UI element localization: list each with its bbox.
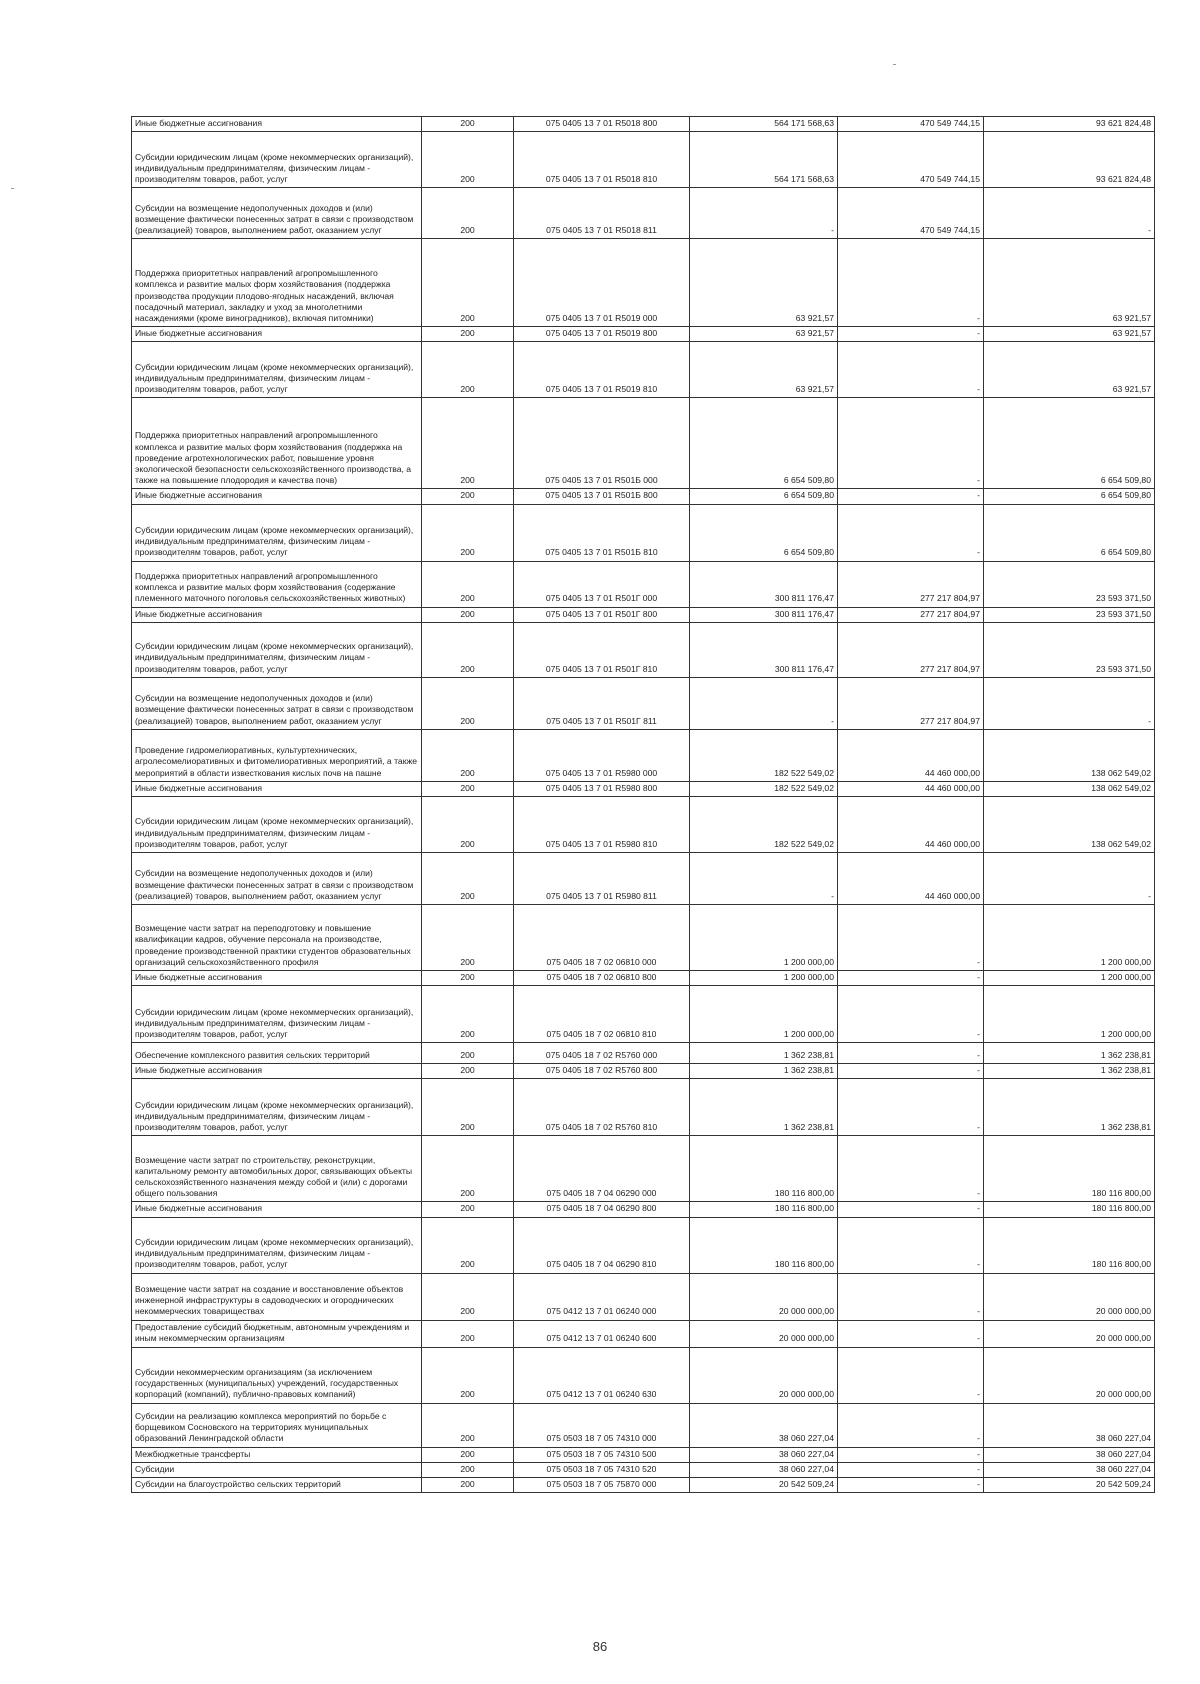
row-unexecuted-cell: 23 593 371,50 [984,607,1155,622]
row-code-cell: 200 [422,489,514,504]
row-executed-cell: 470 549 744,15 [838,117,984,132]
row-code-cell: 200 [422,398,514,489]
row-code-cell: 200 [422,1447,514,1462]
row-name-cell: Субсидии на возмещение недополученных доходов и (или) возмещение фактически понесенных затрат в связи с производством (реализацией) товаров, выполнением работ, оказанием услуг [132,677,422,729]
row-code-cell: 200 [422,504,514,561]
row-unexecuted-cell: 23 593 371,50 [984,622,1155,677]
row-approved-cell: 182 522 549,02 [690,781,838,796]
row-approved-cell: 300 811 176,47 [690,561,838,607]
row-name-cell: Возмещение части затрат на переподготовку и повышение квалификации кадров, обучение персонала на производстве, проведение производственной практики студентов образовательных организаций сельскохозяйственного профиля [132,905,422,971]
row-code-cell: 200 [422,1478,514,1493]
row-executed-cell: - [838,1478,984,1493]
row-csr-cell: 075 0405 13 7 01 R501Б 810 [514,504,690,561]
table-row [132,622,1155,677]
row-approved-cell: 180 116 800,00 [690,1217,838,1273]
row-name-cell: Субсидии юридическим лицам (кроме некоммерческих организаций), индивидуальным предпринимателям, физическим лицам - производителям товаров, работ, услуг [132,1217,422,1273]
table-row [132,1403,1155,1447]
row-executed-cell: - [838,1320,984,1347]
row-unexecuted-cell: 93 621 824,48 [984,117,1155,132]
row-unexecuted-cell: 38 060 227,04 [984,1462,1155,1477]
row-csr-cell: 075 0405 18 7 02 R5760 000 [514,1043,690,1064]
row-unexecuted-cell: 1 200 000,00 [984,986,1155,1043]
table-row [132,489,1155,504]
row-approved-cell: 63 921,57 [690,327,838,342]
row-executed-cell: - [838,1462,984,1477]
table-row [132,342,1155,398]
row-approved-cell: 1 200 000,00 [690,971,838,986]
row-approved-cell: 38 060 227,04 [690,1447,838,1462]
table-row [132,1079,1155,1136]
row-executed-cell: 277 217 804,97 [838,622,984,677]
row-approved-cell: - [690,853,838,905]
row-approved-cell: 6 654 509,80 [690,489,838,504]
row-approved-cell: - [690,188,838,239]
row-executed-cell: - [838,1347,984,1403]
row-name-cell: Субсидии юридическим лицам (кроме некоммерческих организаций), индивидуальным предпринимателям, физическим лицам - производителям товаров, работ, услуг [132,504,422,561]
table-row [132,239,1155,327]
row-unexecuted-cell: - [984,853,1155,905]
table-row [132,607,1155,622]
row-csr-cell: 075 0405 18 7 02 R5760 800 [514,1064,690,1079]
row-approved-cell: 38 060 227,04 [690,1403,838,1447]
row-name-cell: Субсидии на возмещение недополученных доходов и (или) возмещение фактически понесенных затрат в связи с производством (реализацией) товаров, выполнением работ, оказанием услуг [132,853,422,905]
row-unexecuted-cell: 63 921,57 [984,239,1155,327]
row-csr-cell: 075 0405 13 7 01 R501Г 810 [514,622,690,677]
row-approved-cell: 1 200 000,00 [690,905,838,971]
table-row [132,132,1155,188]
row-code-cell: 200 [422,781,514,796]
table-row [132,1478,1155,1493]
budget-table-body [132,117,1155,1493]
row-code-cell: 200 [422,729,514,781]
row-code-cell: 200 [422,1202,514,1217]
row-name-cell: Иные бюджетные ассигнования [132,781,422,796]
row-csr-cell: 075 0405 18 7 02 06810 800 [514,971,690,986]
row-name-cell: Поддержка приоритетных направлений агропромышленного комплекса и развитие малых форм хозяйствования (содержание племенного маточного поголовья сельскохозяйственных животных) [132,561,422,607]
scan-artifact [11,188,14,189]
row-csr-cell: 075 0405 13 7 01 R5019 000 [514,239,690,327]
table-row [132,729,1155,781]
row-name-cell: Возмещение части затрат на создание и восстановление объектов инженерной инфраструктуры в садоводческих и огороднических некоммерческих товариществах [132,1273,422,1320]
row-code-cell: 200 [422,1043,514,1064]
row-unexecuted-cell: 180 116 800,00 [984,1217,1155,1273]
row-name-cell: Иные бюджетные ассигнования [132,607,422,622]
table-row [132,1043,1155,1064]
table-row [132,971,1155,986]
row-name-cell: Обеспечение комплексного развития сельских территорий [132,1043,422,1064]
row-name-cell: Иные бюджетные ассигнования [132,489,422,504]
row-csr-cell: 075 0405 18 7 04 06290 800 [514,1202,690,1217]
row-executed-cell: 44 460 000,00 [838,797,984,853]
row-approved-cell: 38 060 227,04 [690,1462,838,1477]
row-csr-cell: 075 0405 13 7 01 R5018 811 [514,188,690,239]
row-name-cell: Иные бюджетные ассигнования [132,971,422,986]
row-name-cell: Субсидии на возмещение недополученных доходов и (или) возмещение фактически понесенных затрат в связи с производством (реализацией) товаров, выполнением работ, оказанием услуг [132,188,422,239]
row-csr-cell: 075 0405 13 7 01 R5018 800 [514,117,690,132]
table-row [132,1202,1155,1217]
row-unexecuted-cell: 20 000 000,00 [984,1273,1155,1320]
table-row [132,1462,1155,1477]
table-row [132,327,1155,342]
row-unexecuted-cell: 1 200 000,00 [984,971,1155,986]
row-csr-cell: 075 0503 18 7 05 75870 000 [514,1478,690,1493]
row-code-cell: 200 [422,327,514,342]
row-name-cell: Проведение гидромелиоративных, культуртехнических, агролесомелиоративных и фитомелиоративных мероприятий, а также мероприятий в области известкования кислых почв на пашне [132,729,422,781]
table-row [132,781,1155,796]
row-csr-cell: 075 0405 18 7 02 06810 810 [514,986,690,1043]
row-name-cell: Предоставление субсидий бюджетным, автономным учреждениям и иным некоммерческим организациям [132,1320,422,1347]
row-approved-cell: 20 000 000,00 [690,1347,838,1403]
row-approved-cell: 20 000 000,00 [690,1273,838,1320]
row-code-cell: 200 [422,905,514,971]
row-approved-cell: 300 811 176,47 [690,607,838,622]
row-executed-cell: - [838,986,984,1043]
row-csr-cell: 075 0405 13 7 01 R5980 800 [514,781,690,796]
row-unexecuted-cell: 1 362 238,81 [984,1079,1155,1136]
row-approved-cell: 1 362 238,81 [690,1079,838,1136]
row-executed-cell: - [838,1403,984,1447]
row-executed-cell: - [838,1064,984,1079]
row-csr-cell: 075 0405 13 7 01 R501Г 811 [514,677,690,729]
row-unexecuted-cell: 38 060 227,04 [984,1403,1155,1447]
row-csr-cell: 075 0412 13 7 01 06240 630 [514,1347,690,1403]
row-unexecuted-cell: 38 060 227,04 [984,1447,1155,1462]
row-code-cell: 200 [422,1136,514,1202]
row-unexecuted-cell: - [984,677,1155,729]
row-approved-cell: 180 116 800,00 [690,1136,838,1202]
row-code-cell: 200 [422,239,514,327]
row-csr-cell: 075 0405 13 7 01 R501Б 800 [514,489,690,504]
row-csr-cell: 075 0503 18 7 05 74310 520 [514,1462,690,1477]
row-unexecuted-cell: 6 654 509,80 [984,504,1155,561]
row-unexecuted-cell: - [984,188,1155,239]
row-executed-cell: 44 460 000,00 [838,781,984,796]
row-unexecuted-cell: 138 062 549,02 [984,729,1155,781]
row-name-cell: Иные бюджетные ассигнования [132,327,422,342]
row-approved-cell: 6 654 509,80 [690,398,838,489]
row-code-cell: 200 [422,971,514,986]
row-executed-cell: - [838,239,984,327]
row-unexecuted-cell: 93 621 824,48 [984,132,1155,188]
row-unexecuted-cell: 6 654 509,80 [984,398,1155,489]
row-unexecuted-cell: 20 000 000,00 [984,1320,1155,1347]
row-csr-cell: 075 0405 13 7 01 R5980 811 [514,853,690,905]
table-row [132,986,1155,1043]
row-executed-cell: - [838,1217,984,1273]
row-executed-cell: - [838,1043,984,1064]
row-approved-cell: 182 522 549,02 [690,797,838,853]
row-code-cell: 200 [422,607,514,622]
row-executed-cell: - [838,504,984,561]
row-approved-cell: 20 542 509,24 [690,1478,838,1493]
row-csr-cell: 075 0405 13 7 01 R5019 810 [514,342,690,398]
row-approved-cell: 300 811 176,47 [690,622,838,677]
row-unexecuted-cell: 20 542 509,24 [984,1478,1155,1493]
row-executed-cell: - [838,905,984,971]
row-code-cell: 200 [422,1079,514,1136]
table-row [132,398,1155,489]
row-approved-cell: 20 000 000,00 [690,1320,838,1347]
row-code-cell: 200 [422,1217,514,1273]
row-executed-cell: 44 460 000,00 [838,853,984,905]
row-csr-cell: 075 0412 13 7 01 06240 000 [514,1273,690,1320]
row-unexecuted-cell: 138 062 549,02 [984,797,1155,853]
table-row [132,504,1155,561]
row-csr-cell: 075 0405 13 7 01 R501Г 000 [514,561,690,607]
page-number: 86 [592,1639,608,1654]
row-code-cell: 200 [422,853,514,905]
row-csr-cell: 075 0405 18 7 04 06290 000 [514,1136,690,1202]
row-executed-cell: 44 460 000,00 [838,729,984,781]
row-code-cell: 200 [422,986,514,1043]
row-name-cell: Субсидии на благоустройство сельских территорий [132,1478,422,1493]
row-approved-cell: 63 921,57 [690,239,838,327]
row-unexecuted-cell: 1 362 238,81 [984,1064,1155,1079]
row-unexecuted-cell: 63 921,57 [984,327,1155,342]
row-unexecuted-cell: 23 593 371,50 [984,561,1155,607]
row-name-cell: Иные бюджетные ассигнования [132,117,422,132]
table-row [132,1320,1155,1347]
row-name-cell: Субсидии на реализацию комплекса мероприятий по борьбе с борщевиком Сосновского на территориях муниципальных образований Ленинградской области [132,1403,422,1447]
row-csr-cell: 075 0405 13 7 01 R5018 810 [514,132,690,188]
row-executed-cell: - [838,398,984,489]
row-unexecuted-cell: 1 200 000,00 [984,905,1155,971]
row-code-cell: 200 [422,622,514,677]
table-row [132,1064,1155,1079]
row-code-cell: 200 [422,677,514,729]
row-name-cell: Субсидии юридическим лицам (кроме некоммерческих организаций), индивидуальным предпринимателям, физическим лицам - производителям товаров, работ, услуг [132,986,422,1043]
table-row [132,1273,1155,1320]
row-approved-cell: 564 171 568,63 [690,132,838,188]
table-row [132,117,1155,132]
row-executed-cell: 277 217 804,97 [838,677,984,729]
row-executed-cell: 470 549 744,15 [838,188,984,239]
row-code-cell: 200 [422,1347,514,1403]
row-name-cell: Возмещение части затрат по строительству, реконструкции, капитальному ремонту автомобильных дорог, связывающих объекты сельскохозяйственного назначения между собой и (или) с дорогами общего пользования [132,1136,422,1202]
row-code-cell: 200 [422,132,514,188]
row-unexecuted-cell: 6 654 509,80 [984,489,1155,504]
row-approved-cell: 1 362 238,81 [690,1064,838,1079]
row-approved-cell: 564 171 568,63 [690,117,838,132]
row-name-cell: Субсидии юридическим лицам (кроме некоммерческих организаций), индивидуальным предпринимателям, физическим лицам - производителям товаров, работ, услуг [132,132,422,188]
row-csr-cell: 075 0405 13 7 01 R5980 810 [514,797,690,853]
budget-table [131,116,1155,1493]
row-name-cell: Субсидии юридическим лицам (кроме некоммерческих организаций), индивидуальным предпринимателям, физическим лицам - производителям товаров, работ, услуг [132,342,422,398]
row-executed-cell: - [838,327,984,342]
table-row [132,677,1155,729]
table-row [132,1217,1155,1273]
row-code-cell: 200 [422,1403,514,1447]
row-csr-cell: 075 0405 13 7 01 R501Б 000 [514,398,690,489]
row-code-cell: 200 [422,188,514,239]
row-approved-cell: 1 200 000,00 [690,986,838,1043]
table-row [132,1136,1155,1202]
row-csr-cell: 075 0412 13 7 01 06240 600 [514,1320,690,1347]
row-name-cell: Субсидии юридическим лицам (кроме некоммерческих организаций), индивидуальным предпринимателям, физическим лицам - производителям товаров, работ, услуг [132,797,422,853]
row-csr-cell: 075 0405 13 7 01 R5019 800 [514,327,690,342]
row-code-cell: 200 [422,1064,514,1079]
row-name-cell: Субсидии [132,1462,422,1477]
row-csr-cell: 075 0405 13 7 01 R5980 000 [514,729,690,781]
table-row [132,905,1155,971]
row-name-cell: Субсидии юридическим лицам (кроме некоммерческих организаций), индивидуальным предпринимателям, физическим лицам - производителям товаров, работ, услуг [132,622,422,677]
row-name-cell: Межбюджетные трансферты [132,1447,422,1462]
row-unexecuted-cell: 1 362 238,81 [984,1043,1155,1064]
row-unexecuted-cell: 180 116 800,00 [984,1136,1155,1202]
row-approved-cell: 6 654 509,80 [690,504,838,561]
row-executed-cell: - [838,1079,984,1136]
row-approved-cell: 63 921,57 [690,342,838,398]
row-executed-cell: - [838,971,984,986]
row-code-cell: 200 [422,1320,514,1347]
table-row [132,188,1155,239]
table-row [132,561,1155,607]
row-name-cell: Поддержка приоритетных направлений агропромышленного комплекса и развитие малых форм хозяйствования (поддержка на проведение агротехнологических работ, повышение уровня экологической безопасности сельскохозяйственного производства, а также на повышение плодородия и качества почв) [132,398,422,489]
row-csr-cell: 075 0503 18 7 05 74310 500 [514,1447,690,1462]
row-name-cell: Поддержка приоритетных направлений агропромышленного комплекса и развитие малых форм хозяйствования (поддержка производства продукции плодово-ягодных насаждений, включая посадочный материал, закладку и уход за многолетними насаждениями (кроме виноградников), включая питомники) [132,239,422,327]
row-executed-cell: - [838,1136,984,1202]
row-approved-cell: 1 362 238,81 [690,1043,838,1064]
scan-artifact [893,64,896,65]
row-unexecuted-cell: 180 116 800,00 [984,1202,1155,1217]
row-executed-cell: - [838,342,984,398]
row-code-cell: 200 [422,1462,514,1477]
table-row [132,853,1155,905]
row-executed-cell: - [838,1447,984,1462]
row-csr-cell: 075 0503 18 7 05 74310 000 [514,1403,690,1447]
table-row [132,1447,1155,1462]
row-executed-cell: 470 549 744,15 [838,132,984,188]
row-unexecuted-cell: 20 000 000,00 [984,1347,1155,1403]
row-csr-cell: 075 0405 18 7 02 06810 000 [514,905,690,971]
row-executed-cell: 277 217 804,97 [838,561,984,607]
row-unexecuted-cell: 138 062 549,02 [984,781,1155,796]
row-code-cell: 200 [422,1273,514,1320]
row-executed-cell: - [838,489,984,504]
row-executed-cell: 277 217 804,97 [838,607,984,622]
row-code-cell: 200 [422,342,514,398]
row-approved-cell: 182 522 549,02 [690,729,838,781]
row-name-cell: Иные бюджетные ассигнования [132,1064,422,1079]
row-name-cell: Субсидии некоммерческим организациям (за исключением государственных (муниципальных) учреждений, государственных корпораций (компаний), публично-правовых компаний) [132,1347,422,1403]
row-approved-cell: - [690,677,838,729]
row-csr-cell: 075 0405 18 7 02 R5760 810 [514,1079,690,1136]
table-row [132,797,1155,853]
row-executed-cell: - [838,1202,984,1217]
row-name-cell: Субсидии юридическим лицам (кроме некоммерческих организаций), индивидуальным предпринимателям, физическим лицам - производителям товаров, работ, услуг [132,1079,422,1136]
row-name-cell: Иные бюджетные ассигнования [132,1202,422,1217]
row-code-cell: 200 [422,117,514,132]
row-code-cell: 200 [422,797,514,853]
row-csr-cell: 075 0405 13 7 01 R501Г 800 [514,607,690,622]
table-row [132,1347,1155,1403]
row-code-cell: 200 [422,561,514,607]
row-approved-cell: 180 116 800,00 [690,1202,838,1217]
row-csr-cell: 075 0405 18 7 04 06290 810 [514,1217,690,1273]
row-unexecuted-cell: 63 921,57 [984,342,1155,398]
row-executed-cell: - [838,1273,984,1320]
